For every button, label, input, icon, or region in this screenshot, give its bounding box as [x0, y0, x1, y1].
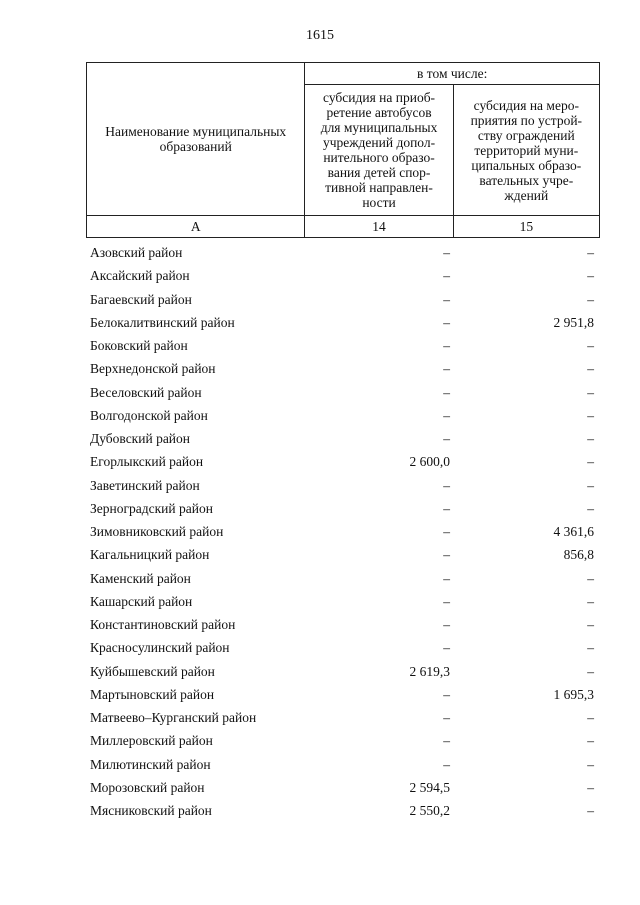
column-header-15-line: ципальных образо- [471, 157, 582, 173]
table-row [90, 245, 598, 268]
row-value-col14: – [443, 547, 450, 563]
column-header-14-line: для муниципальных [320, 120, 438, 135]
row-value-col14: – [443, 686, 450, 702]
row-value-col14: – [443, 338, 450, 353]
row-value-col14: 2 550,2 [409, 803, 450, 818]
row-value-col14: 2 600,0 [409, 454, 450, 470]
table-row [90, 594, 598, 617]
row-municipality-name: Заветинский район [90, 477, 200, 493]
column-header-15-line: вательных учре- [479, 172, 574, 188]
row-value-col14: – [443, 431, 450, 446]
table-row [90, 617, 598, 640]
row-municipality-name: Азовский район [90, 245, 183, 260]
row-municipality-name: Каменский район [90, 570, 191, 586]
index-cell-14: 14 [305, 216, 453, 238]
column-header-14-line: учреждений допол- [322, 135, 436, 150]
row-municipality-name: Зерноградский район [90, 500, 213, 516]
page-number: 1615 [306, 28, 334, 43]
index-cell-name: А [87, 216, 305, 238]
row-value-col15: – [587, 756, 594, 772]
column-header-14-line: субсидия на приоб- [323, 90, 436, 105]
table-row [90, 687, 598, 710]
row-value-col15: – [587, 710, 594, 725]
row-value-col14: – [443, 593, 450, 609]
row-municipality-name: Багаевский район [90, 291, 192, 307]
row-value-col15: – [587, 477, 594, 493]
table-body [90, 245, 598, 826]
table-row [90, 710, 598, 733]
row-value-col15: – [587, 454, 594, 470]
row-value-col14: – [443, 291, 450, 307]
row-value-col14: – [443, 477, 450, 493]
row-municipality-name: Веселовский район [90, 384, 202, 400]
row-value-col14: – [443, 640, 450, 656]
row-value-col14: – [443, 756, 450, 772]
table-row [90, 524, 598, 547]
row-value-col14: – [443, 500, 450, 516]
table-row [90, 361, 598, 384]
column-header-14 [305, 85, 453, 216]
row-value-col14: 2 619,3 [409, 663, 450, 679]
row-municipality-name: Красносулинский район [90, 640, 230, 656]
row-value-col15: – [587, 779, 594, 795]
table-row [90, 571, 598, 594]
column-header-15-line: субсидия на меро- [473, 97, 579, 113]
row-value-col14: – [443, 617, 450, 632]
table-row [90, 733, 598, 756]
row-municipality-name: Куйбышевский район [90, 663, 215, 679]
column-header-15-line: ству ограждений [477, 127, 575, 143]
table-row [90, 454, 598, 477]
table-row [90, 803, 598, 826]
table-row [90, 478, 598, 501]
row-value-col15: – [587, 570, 594, 586]
row-municipality-name: Матвеево–Курганский район [90, 710, 257, 725]
row-value-col14: 2 594,5 [409, 779, 450, 795]
column-group-header: в том числе: [305, 63, 600, 85]
row-value-col15: – [587, 663, 594, 679]
column-header-15-line: приятия по устрой- [470, 112, 583, 128]
row-value-col14: – [443, 524, 450, 539]
row-value-col14: – [443, 570, 450, 586]
column-header-name: Наименование муниципальных образований [87, 63, 305, 216]
row-municipality-name: Кашарский район [90, 593, 193, 609]
row-value-col15: – [587, 291, 594, 307]
row-value-col14: – [443, 268, 450, 284]
row-municipality-name: Зимовниковский район [90, 524, 224, 539]
row-value-col15: – [587, 593, 594, 609]
row-value-col15: 4 361,6 [553, 524, 594, 539]
column-header-14-line: вания детей спор- [327, 165, 431, 180]
row-municipality-name: Аксайский район [90, 268, 190, 284]
row-value-col15: – [587, 384, 594, 400]
row-value-col15: – [587, 500, 594, 516]
table-header [86, 62, 600, 238]
row-value-col14: – [443, 245, 450, 260]
row-value-col14: – [443, 384, 450, 400]
table-row [90, 780, 598, 803]
column-header-15-line: территорий муни- [474, 142, 579, 158]
row-municipality-name: Кагальницкий район [90, 547, 210, 563]
table-row [90, 501, 598, 524]
row-municipality-name: Милютинский район [90, 756, 211, 772]
table-row [90, 547, 598, 570]
row-value-col15: – [587, 407, 594, 423]
row-value-col15: – [587, 245, 594, 260]
table-row [90, 431, 598, 454]
row-value-col14: – [443, 407, 450, 423]
row-value-col14: – [443, 314, 450, 330]
column-header-14-line: тивной направлен- [325, 180, 433, 195]
row-municipality-name: Мясниковский район [90, 803, 212, 818]
column-header-14-line: ности [362, 195, 396, 210]
index-cell-15: 15 [453, 216, 599, 238]
row-value-col15: – [587, 733, 594, 749]
row-municipality-name: Дубовский район [90, 431, 191, 446]
table-row [90, 640, 598, 663]
table-row [90, 315, 598, 338]
table-row [90, 664, 598, 687]
row-value-col15: – [587, 640, 594, 656]
row-municipality-name: Егорлыкский район [90, 454, 204, 470]
row-municipality-name: Миллеровский район [90, 733, 213, 749]
column-header-14-line: ретение автобусов [326, 105, 432, 120]
table-row [90, 268, 598, 291]
row-value-col15: – [587, 268, 594, 284]
table-row [90, 338, 598, 361]
table-row [90, 385, 598, 408]
row-value-col15: – [587, 431, 594, 446]
table-row [90, 757, 598, 780]
column-header-15-line: ждений [504, 187, 549, 203]
row-municipality-name: Волгодонской район [90, 407, 208, 423]
row-municipality-name: Морозовский район [90, 779, 205, 795]
row-value-col15: – [587, 338, 594, 353]
row-value-col14: – [443, 733, 450, 749]
row-value-col15: – [587, 617, 594, 632]
row-municipality-name: Мартыновский район [90, 686, 215, 702]
row-value-col14: – [443, 361, 450, 377]
row-municipality-name: Верхнедонской район [90, 361, 216, 377]
row-municipality-name: Белокалитвинский район [90, 314, 235, 330]
table-row [90, 408, 598, 431]
table-row [90, 292, 598, 315]
row-municipality-name: Константиновский район [90, 617, 236, 632]
row-value-col15: – [587, 803, 594, 818]
row-value-col15: 856,8 [563, 547, 594, 563]
row-value-col15: 1 695,3 [553, 686, 594, 702]
row-municipality-name: Боковский район [90, 338, 188, 353]
row-value-col15: 2 951,8 [553, 314, 594, 330]
column-header-15 [453, 85, 599, 216]
row-value-col14: – [443, 710, 450, 725]
row-value-col15: – [587, 361, 594, 377]
column-header-14-line: нительного образо- [323, 150, 435, 165]
